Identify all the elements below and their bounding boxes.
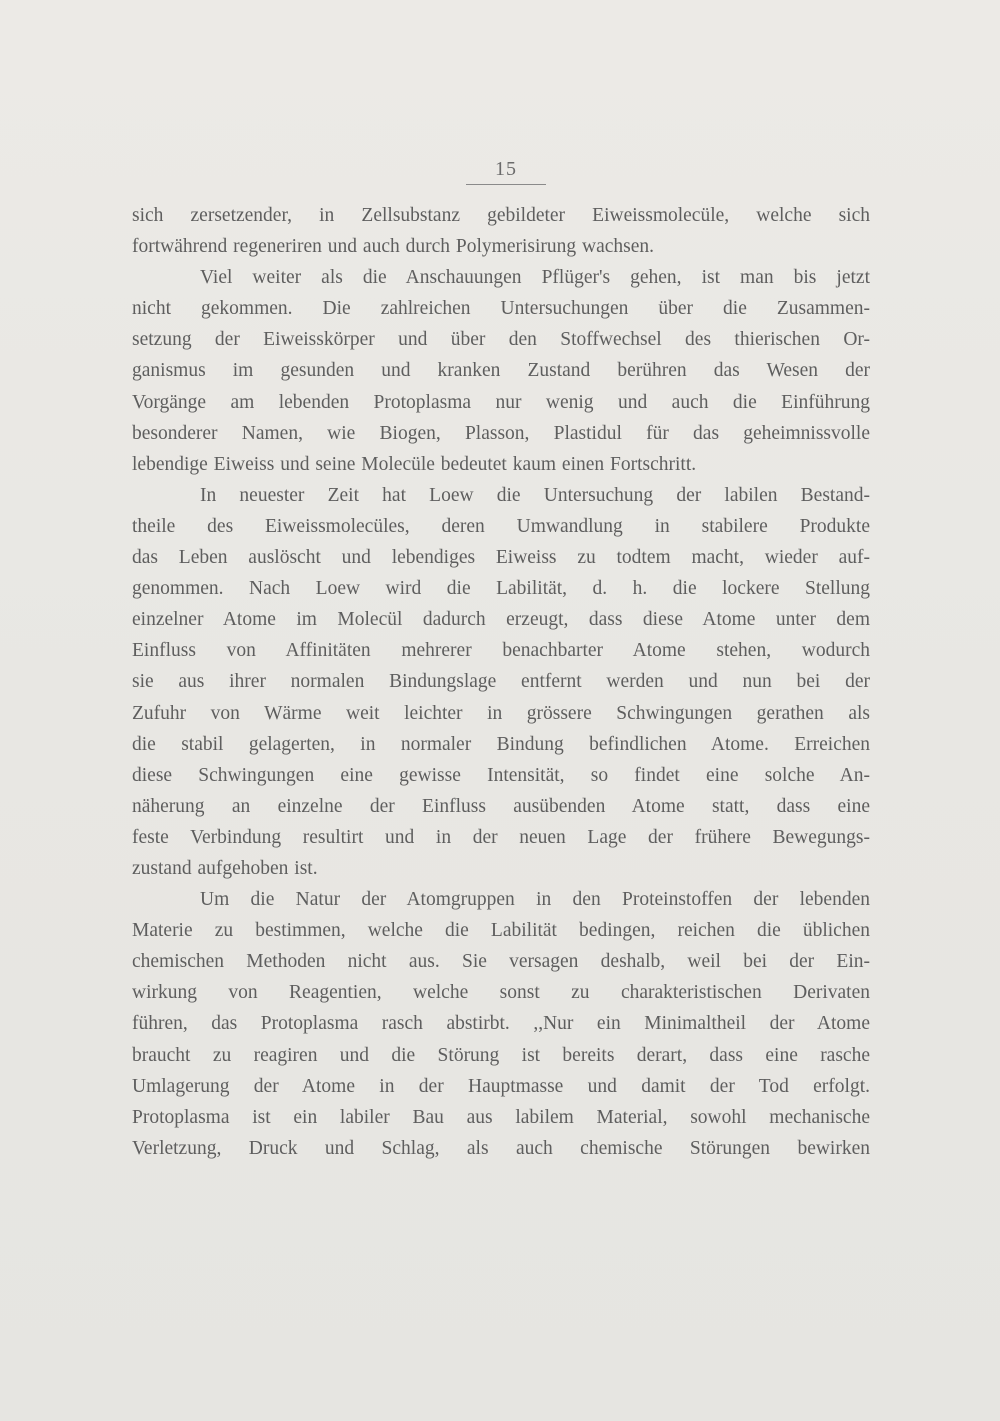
text-line: feste Verbindung resultirt und in der neuen Lage der frühere Bewegungs-: [132, 826, 870, 848]
text-line: Umlagerung der Atome in der Hauptmasse und damit der Tod erfolgt.: [132, 1075, 870, 1097]
text-line: Vorgänge am lebenden Protoplasma nur wenig und auch die Einführung: [132, 391, 870, 413]
text-line: die stabil gelagerten, in normaler Bindung befindlichen Atome. Erreichen: [132, 733, 870, 755]
text-line: fortwährend regeneriren und auch durch Polymerisirung wachsen.: [132, 236, 655, 258]
text-line: lebendige Eiweiss und seine Molecüle bedeutet kaum einen Fortschritt.: [132, 453, 697, 475]
text-line: genommen. Nach Loew wird die Labilität, d. h. die lockere Stellung: [132, 578, 870, 600]
page-number-rule: [466, 184, 546, 185]
text-line: nicht gekommen. Die zahlreichen Untersuchungen über die Zusammen-: [132, 298, 870, 320]
text-line: diese Schwingungen eine gewisse Intensität, so findet eine solche An-: [132, 764, 870, 786]
text-line: Zufuhr von Wärme weit leichter in grössere Schwingungen gerathen als: [132, 702, 870, 724]
text-line: ganismus im gesunden und kranken Zustand berühren das Wesen der: [132, 360, 870, 382]
text-line: setzung der Eiweisskörper und über den Stoffwechsel des thierischen Or-: [132, 329, 870, 351]
text-line: Viel weiter als die Anschauungen Pflüger's gehen, ist man bis jetzt: [200, 267, 870, 289]
text-line: chemischen Methoden nicht aus. Sie versagen deshalb, weil bei der Ein-: [132, 951, 870, 973]
text-line: Um die Natur der Atomgruppen in den Proteinstoffen der lebenden: [200, 889, 870, 911]
text-line: In neuester Zeit hat Loew die Untersuchung der labilen Bestand-: [200, 484, 870, 506]
text-line: braucht zu reagiren und die Störung ist bereits derart, dass eine rasche: [132, 1044, 870, 1066]
text-line: näherung an einzelne der Einfluss ausübenden Atome statt, dass eine: [132, 795, 870, 817]
text-line: wirkung von Reagentien, welche sonst zu charakteristischen Derivaten: [132, 982, 870, 1004]
text-line: Materie zu bestimmen, welche die Labilität bedingen, reichen die üblichen: [132, 920, 870, 942]
body-text: [132, 200, 870, 1164]
text-line: sich zersetzender, in Zellsubstanz gebildeter Eiweissmolecüle, welche sich: [132, 205, 870, 226]
text-line: einzelner Atome im Molecül dadurch erzeugt, dass diese Atome unter dem: [132, 609, 870, 631]
text-line: Protoplasma ist ein labiler Bau aus labilem Material, sowohl mechanische: [132, 1106, 870, 1128]
text-line: führen, das Protoplasma rasch abstirbt. ,,Nur ein Minimaltheil der Atome: [132, 1013, 870, 1035]
text-line: das Leben auslöscht und lebendiges Eiweiss zu todtem macht, wieder auf-: [132, 547, 870, 569]
text-line: besonderer Namen, wie Biogen, Plasson, Plastidul für das geheimnissvolle: [132, 422, 870, 444]
text-line: theile des Eiweissmolecüles, deren Umwandlung in stabilere Produkte: [132, 515, 870, 537]
text-line: Verletzung, Druck und Schlag, als auch chemische Störungen bewirken: [132, 1137, 870, 1159]
text-line: sie aus ihrer normalen Bindungslage entfernt werden und nun bei der: [132, 671, 870, 693]
page-number: 15: [495, 158, 517, 180]
text-line: Einfluss von Affinitäten mehrerer benachbarter Atome stehen, wodurch: [132, 640, 870, 662]
text-line: zustand aufgehoben ist.: [132, 857, 318, 879]
